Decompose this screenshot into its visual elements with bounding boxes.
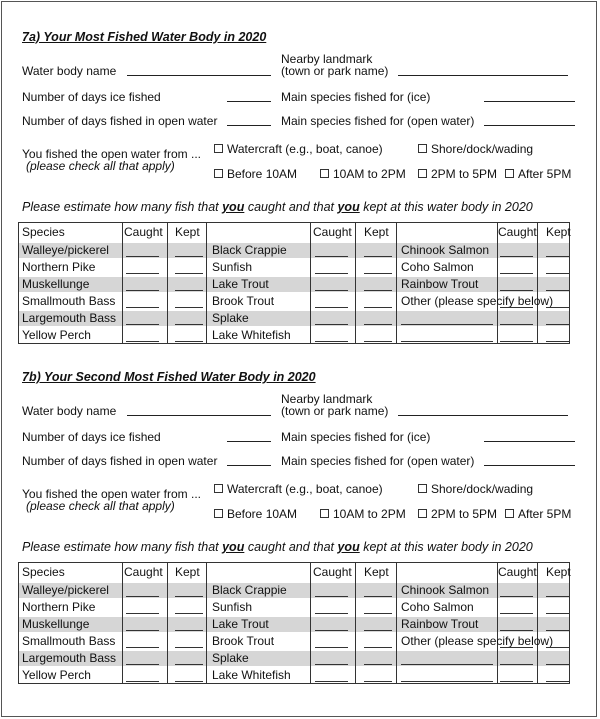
option-label: After 5PM	[518, 167, 572, 181]
kept-input[interactable]	[364, 681, 392, 682]
check-all-note: (please check all that apply)	[26, 499, 175, 513]
water-body-label: Water body name	[22, 404, 117, 418]
species-name: Rainbow Trout	[401, 277, 479, 291]
checkbox[interactable]	[418, 484, 427, 493]
kept-input[interactable]	[546, 341, 570, 342]
species-name: Splake	[212, 311, 249, 325]
days-open-input[interactable]	[227, 465, 271, 466]
shaded-row	[18, 277, 570, 292]
days-open-label: Number of days fished in open water	[22, 114, 218, 128]
kept-input[interactable]	[364, 647, 392, 648]
column-divider	[310, 222, 311, 343]
species-name: Lake Whitefish	[212, 668, 291, 682]
landmark-input[interactable]	[398, 75, 568, 76]
column-divider	[355, 562, 356, 683]
column-divider	[206, 222, 207, 343]
kept-input[interactable]	[175, 341, 203, 342]
species-name: Other (please specify below)	[401, 294, 554, 308]
option-label: Shore/dock/wading	[431, 482, 534, 496]
column-divider	[396, 562, 397, 683]
column-divider	[167, 222, 168, 343]
option-label: 10AM to 2PM	[333, 167, 406, 181]
species-name: Yellow Perch	[22, 668, 91, 682]
caught-input[interactable]	[126, 596, 159, 597]
caught-input[interactable]	[315, 341, 348, 342]
species-header: Species	[22, 565, 65, 579]
caught-input[interactable]	[126, 341, 159, 342]
checkbox[interactable]	[214, 509, 223, 518]
kept-input[interactable]	[175, 273, 203, 274]
estimate-text: you	[337, 200, 360, 214]
species-name: Yellow Perch	[22, 328, 91, 342]
main-species-open-input[interactable]	[484, 465, 575, 466]
kept-input[interactable]	[364, 324, 392, 325]
checkbox[interactable]	[418, 169, 427, 178]
option-10am-2pm[interactable]	[320, 167, 406, 181]
caught-input[interactable]	[126, 273, 159, 274]
caught-input[interactable]	[315, 647, 348, 648]
species-name: Muskellunge	[22, 277, 90, 291]
caught-input[interactable]	[500, 596, 533, 597]
kept-input[interactable]	[364, 664, 392, 665]
species-name: Chinook Salmon	[401, 583, 490, 597]
kept-header: Kept	[546, 225, 571, 239]
species-name: Black Crappie	[212, 583, 287, 597]
other-species-input[interactable]	[401, 664, 493, 665]
option-after-5pm[interactable]	[505, 167, 571, 181]
caught-input[interactable]	[315, 630, 348, 631]
species-table	[18, 222, 570, 344]
table-left-border	[18, 562, 19, 683]
water-body-label: Water body name	[22, 64, 117, 78]
species-name: Lake Whitefish	[212, 328, 291, 342]
caught-input[interactable]	[315, 324, 348, 325]
kept-input[interactable]	[364, 341, 392, 342]
species-name: Sunfish	[212, 260, 253, 274]
estimate-text: you	[337, 540, 360, 554]
caught-header: Caught	[498, 225, 537, 239]
days-ice-label: Number of days ice fished	[22, 90, 161, 104]
caught-input[interactable]	[500, 630, 533, 631]
column-divider	[122, 222, 123, 343]
species-name: Walleye/pickerel	[22, 583, 109, 597]
option-watercraft[interactable]	[214, 482, 383, 496]
species-name: Muskellunge	[22, 617, 90, 631]
main-species-ice-input[interactable]	[484, 441, 575, 442]
days-ice-input[interactable]	[227, 441, 271, 442]
option-label: Before 10AM	[227, 507, 298, 521]
caught-input[interactable]	[315, 273, 348, 274]
kept-input[interactable]	[546, 596, 570, 597]
estimate-text: kept at this water body in 2020	[359, 200, 533, 214]
kept-input[interactable]	[546, 681, 570, 682]
species-name: Northern Pike	[22, 600, 96, 614]
column-divider	[122, 562, 123, 683]
kept-input[interactable]	[546, 307, 570, 308]
kept-input[interactable]	[364, 613, 392, 614]
column-divider	[310, 562, 311, 683]
estimate-instruction	[22, 540, 533, 554]
kept-input[interactable]	[546, 256, 570, 257]
main-species-ice-label: Main species fished for (ice)	[281, 430, 431, 444]
kept-header: Kept	[364, 225, 389, 239]
species-name: Brook Trout	[212, 294, 275, 308]
column-divider	[206, 562, 207, 683]
option-10am-2pm[interactable]	[320, 507, 406, 521]
caught-header: Caught	[498, 565, 537, 579]
landmark-input[interactable]	[398, 415, 568, 416]
shaded-row	[18, 617, 570, 632]
caught-input[interactable]	[126, 681, 159, 682]
estimate-text: caught and that	[244, 200, 338, 214]
option-label: 2PM to 5PM	[431, 167, 498, 181]
caught-input[interactable]	[315, 596, 348, 597]
kept-input[interactable]	[175, 324, 203, 325]
kept-input[interactable]	[364, 630, 392, 631]
caught-input[interactable]	[500, 664, 533, 665]
kept-input[interactable]	[175, 256, 203, 257]
caught-input[interactable]	[126, 664, 159, 665]
section-7a	[0, 26, 600, 371]
caught-input[interactable]	[500, 307, 533, 308]
section-title: 7b) Your Second Most Fished Water Body in 2020	[22, 370, 316, 384]
species-name: Smallmouth Bass	[22, 634, 116, 648]
column-divider	[355, 222, 356, 343]
caught-input[interactable]	[500, 681, 533, 682]
other-species-input[interactable]	[401, 681, 493, 682]
caught-header: Caught	[313, 565, 352, 579]
kept-input[interactable]	[175, 681, 203, 682]
table-top-border	[18, 222, 570, 223]
water-body-input[interactable]	[127, 75, 271, 76]
kept-input[interactable]	[546, 290, 570, 291]
caught-input[interactable]	[126, 256, 159, 257]
landmark-sublabel: (town or park name)	[281, 404, 389, 418]
other-species-input[interactable]	[401, 341, 493, 342]
kept-input[interactable]	[364, 256, 392, 257]
kept-input[interactable]	[546, 664, 570, 665]
kept-input[interactable]	[546, 273, 570, 274]
kept-input[interactable]	[175, 613, 203, 614]
kept-input[interactable]	[175, 307, 203, 308]
caught-input[interactable]	[315, 613, 348, 614]
checkbox[interactable]	[320, 509, 329, 518]
landmark-label: Nearby landmark	[281, 52, 373, 66]
species-name: Lake Trout	[212, 617, 269, 631]
kept-header: Kept	[546, 565, 571, 579]
species-name: Lake Trout	[212, 277, 269, 291]
species-name: Walleye/pickerel	[22, 243, 109, 257]
water-body-input[interactable]	[127, 415, 271, 416]
kept-input[interactable]	[175, 596, 203, 597]
main-species-ice-input[interactable]	[484, 101, 575, 102]
caught-header: Caught	[124, 225, 163, 239]
main-species-open-input[interactable]	[484, 125, 575, 126]
species-name: Brook Trout	[212, 634, 275, 648]
caught-input[interactable]	[126, 290, 159, 291]
option-label: After 5PM	[518, 507, 572, 521]
section-7b	[0, 366, 600, 711]
table-top-border	[18, 562, 570, 563]
checkbox[interactable]	[505, 509, 514, 518]
option-label: 10AM to 2PM	[333, 507, 406, 521]
landmark-label: Nearby landmark	[281, 392, 373, 406]
option-label: 2PM to 5PM	[431, 507, 498, 521]
species-table	[18, 562, 570, 684]
caught-header: Caught	[313, 225, 352, 239]
option-shore[interactable]	[418, 482, 533, 496]
column-divider	[396, 222, 397, 343]
caught-input[interactable]	[500, 290, 533, 291]
days-open-input[interactable]	[227, 125, 271, 126]
species-name: Coho Salmon	[401, 600, 474, 614]
caught-input[interactable]	[500, 273, 533, 274]
checkbox[interactable]	[320, 169, 329, 178]
kept-input[interactable]	[175, 290, 203, 291]
caught-input[interactable]	[315, 681, 348, 682]
estimate-text: Please estimate how many fish that	[22, 540, 223, 554]
table-left-border	[18, 222, 19, 343]
option-label: Watercraft (e.g., boat, canoe)	[227, 482, 383, 496]
option-watercraft[interactable]	[214, 142, 383, 156]
option-2pm-5pm[interactable]	[418, 167, 497, 181]
kept-header: Kept	[175, 225, 200, 239]
caught-input[interactable]	[500, 613, 533, 614]
checkbox[interactable]	[505, 169, 514, 178]
table-bottom-border	[18, 343, 570, 344]
checkbox[interactable]	[214, 484, 223, 493]
column-divider	[537, 562, 538, 683]
species-name: Other (please specify below)	[401, 634, 554, 648]
kept-input[interactable]	[546, 324, 570, 325]
species-name: Largemouth Bass	[22, 311, 117, 325]
check-all-note: (please check all that apply)	[26, 159, 175, 173]
days-ice-input[interactable]	[227, 101, 271, 102]
caught-input[interactable]	[315, 290, 348, 291]
kept-input[interactable]	[364, 273, 392, 274]
species-name: Splake	[212, 651, 249, 665]
kept-header: Kept	[175, 565, 200, 579]
option-label: Before 10AM	[227, 167, 298, 181]
estimate-text: you	[222, 540, 245, 554]
option-before-10am[interactable]	[214, 507, 297, 521]
kept-input[interactable]	[546, 647, 570, 648]
kept-input[interactable]	[175, 630, 203, 631]
kept-input[interactable]	[364, 596, 392, 597]
option-before-10am[interactable]	[214, 167, 297, 181]
caught-input[interactable]	[315, 307, 348, 308]
species-name: Rainbow Trout	[401, 617, 479, 631]
column-divider	[167, 562, 168, 683]
option-2pm-5pm[interactable]	[418, 507, 497, 521]
species-name: Black Crappie	[212, 243, 287, 257]
main-species-open-label: Main species fished for (open water)	[281, 114, 475, 128]
estimate-text: caught and that	[244, 540, 338, 554]
kept-input[interactable]	[175, 647, 203, 648]
caught-input[interactable]	[126, 307, 159, 308]
caught-input[interactable]	[126, 647, 159, 648]
landmark-sublabel: (town or park name)	[281, 64, 389, 78]
kept-input[interactable]	[175, 664, 203, 665]
kept-input[interactable]	[546, 613, 570, 614]
option-label: Shore/dock/wading	[431, 142, 534, 156]
main-species-open-label: Main species fished for (open water)	[281, 454, 475, 468]
kept-header: Kept	[364, 565, 389, 579]
option-shore[interactable]	[418, 142, 533, 156]
species-name: Smallmouth Bass	[22, 294, 116, 308]
other-species-input[interactable]	[401, 324, 493, 325]
caught-input[interactable]	[500, 256, 533, 257]
caught-input[interactable]	[126, 324, 159, 325]
estimate-text: Please estimate how many fish that	[22, 200, 223, 214]
caught-input[interactable]	[500, 324, 533, 325]
species-name: Chinook Salmon	[401, 243, 490, 257]
estimate-instruction	[22, 200, 533, 214]
species-name: Northern Pike	[22, 260, 96, 274]
open-water-from-label: You fished the open water from ...	[22, 147, 201, 161]
species-name: Sunfish	[212, 600, 253, 614]
days-ice-label: Number of days ice fished	[22, 430, 161, 444]
kept-input[interactable]	[364, 290, 392, 291]
table-bottom-border	[18, 683, 570, 684]
checkbox[interactable]	[418, 509, 427, 518]
caught-input[interactable]	[500, 341, 533, 342]
estimate-text: kept at this water body in 2020	[359, 540, 533, 554]
kept-input[interactable]	[364, 307, 392, 308]
checkbox[interactable]	[214, 169, 223, 178]
caught-input[interactable]	[500, 647, 533, 648]
section-title: 7a) Your Most Fished Water Body in 2020	[22, 30, 267, 44]
checkbox[interactable]	[418, 144, 427, 153]
open-water-from-label: You fished the open water from ...	[22, 487, 201, 501]
caught-header: Caught	[124, 565, 163, 579]
days-open-label: Number of days fished in open water	[22, 454, 218, 468]
caught-input[interactable]	[126, 630, 159, 631]
option-label: Watercraft (e.g., boat, canoe)	[227, 142, 383, 156]
column-divider	[497, 562, 498, 683]
species-header: Species	[22, 225, 65, 239]
main-species-ice-label: Main species fished for (ice)	[281, 90, 431, 104]
caught-input[interactable]	[315, 664, 348, 665]
kept-input[interactable]	[546, 630, 570, 631]
species-name: Largemouth Bass	[22, 651, 117, 665]
column-divider	[537, 222, 538, 343]
option-after-5pm[interactable]	[505, 507, 571, 521]
column-divider	[497, 222, 498, 343]
caught-input[interactable]	[315, 256, 348, 257]
checkbox[interactable]	[214, 144, 223, 153]
estimate-text: you	[222, 200, 245, 214]
caught-input[interactable]	[126, 613, 159, 614]
species-name: Coho Salmon	[401, 260, 474, 274]
